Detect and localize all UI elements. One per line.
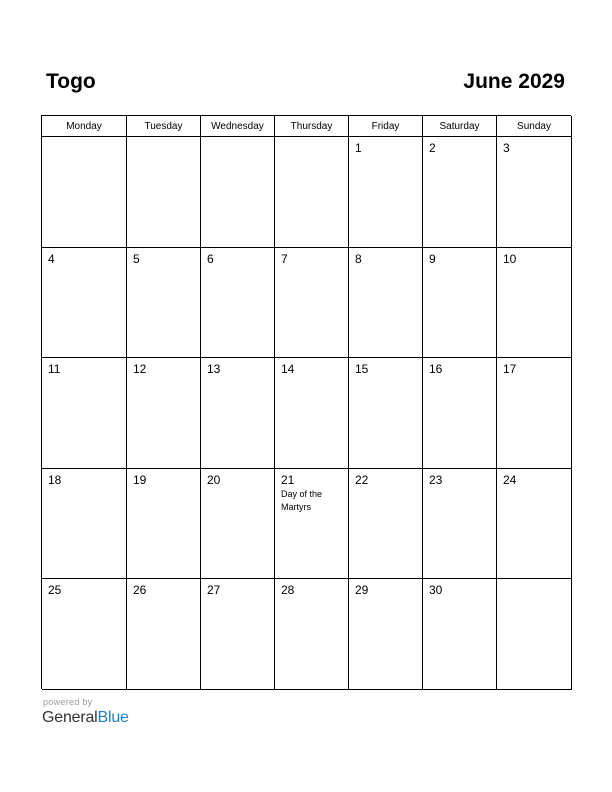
day-cell xyxy=(127,358,201,469)
day-number: 20 xyxy=(207,472,221,487)
day-number: 19 xyxy=(133,472,147,487)
day-cell xyxy=(42,358,127,469)
day-number: 22 xyxy=(355,472,369,487)
powered-by-label: powered by xyxy=(43,697,93,707)
day-number: 14 xyxy=(281,362,295,377)
day-number: 5 xyxy=(133,251,140,266)
day-cell xyxy=(201,579,275,690)
day-cell xyxy=(275,358,349,469)
brand-blue-text: Blue xyxy=(97,709,129,726)
day-cell xyxy=(127,579,201,690)
weekday-header-sunday: Sunday xyxy=(497,116,572,137)
weekday-header-wednesday: Wednesday xyxy=(201,116,275,137)
day-cell xyxy=(423,469,497,580)
day-number: 25 xyxy=(48,583,62,598)
day-cell xyxy=(349,579,423,690)
day-cell xyxy=(275,248,349,359)
day-cell xyxy=(275,579,349,690)
day-cell xyxy=(349,137,423,248)
day-number: 23 xyxy=(429,472,443,487)
day-cell xyxy=(201,248,275,359)
day-cell xyxy=(275,137,349,248)
day-number: 12 xyxy=(133,362,147,377)
day-number: 26 xyxy=(133,583,147,598)
weekday-header-thursday: Thursday xyxy=(275,116,349,137)
day-cell xyxy=(127,137,201,248)
day-number: 29 xyxy=(355,583,369,598)
day-cell xyxy=(423,248,497,359)
calendar-grid xyxy=(41,115,571,689)
day-number: 4 xyxy=(48,251,55,266)
day-cell xyxy=(349,469,423,580)
day-number: 15 xyxy=(355,362,369,377)
weekday-header-friday: Friday xyxy=(349,116,423,137)
day-cell xyxy=(127,248,201,359)
day-cell xyxy=(423,137,497,248)
day-number: 27 xyxy=(207,583,221,598)
day-cell xyxy=(42,469,127,580)
day-cell xyxy=(42,579,127,690)
day-number: 11 xyxy=(48,362,61,377)
day-number: 8 xyxy=(355,251,362,266)
calendar-month-title: June 2029 xyxy=(463,70,565,93)
day-number: 17 xyxy=(503,362,517,377)
day-cell xyxy=(497,248,572,359)
day-number: 2 xyxy=(429,141,436,155)
day-number: 6 xyxy=(207,251,214,266)
day-number: 21 xyxy=(281,472,295,487)
day-cell xyxy=(127,469,201,580)
holiday-label: Day of the Martyrs xyxy=(281,488,323,512)
generalblue-logo[interactable] xyxy=(42,709,129,727)
day-cell xyxy=(42,137,127,248)
day-number: 10 xyxy=(503,251,517,266)
day-cell xyxy=(201,358,275,469)
day-number: 7 xyxy=(281,251,288,266)
day-cell xyxy=(42,248,127,359)
day-number: 16 xyxy=(429,362,443,377)
day-number: 1 xyxy=(355,141,362,155)
day-number: 9 xyxy=(429,251,436,266)
day-cell xyxy=(497,579,572,690)
brand-general-text: General xyxy=(42,709,98,726)
day-cell xyxy=(423,358,497,469)
day-cell xyxy=(423,579,497,690)
day-number: 24 xyxy=(503,472,517,487)
day-cell xyxy=(497,358,572,469)
day-cell-holiday xyxy=(275,469,349,580)
weekday-header-monday: Monday xyxy=(42,116,127,137)
day-number: 30 xyxy=(429,583,443,598)
day-number: 3 xyxy=(503,141,510,155)
day-number: 18 xyxy=(48,472,62,487)
day-cell xyxy=(201,137,275,248)
day-cell xyxy=(349,248,423,359)
weekday-header-tuesday: Tuesday xyxy=(127,116,201,137)
day-cell xyxy=(497,137,572,248)
day-number: 13 xyxy=(207,362,221,377)
weekday-header-saturday: Saturday xyxy=(423,116,497,137)
day-cell xyxy=(349,358,423,469)
day-number: 28 xyxy=(281,583,295,598)
calendar-country-title: Togo xyxy=(46,70,96,93)
day-cell xyxy=(497,469,572,580)
day-cell xyxy=(201,469,275,580)
